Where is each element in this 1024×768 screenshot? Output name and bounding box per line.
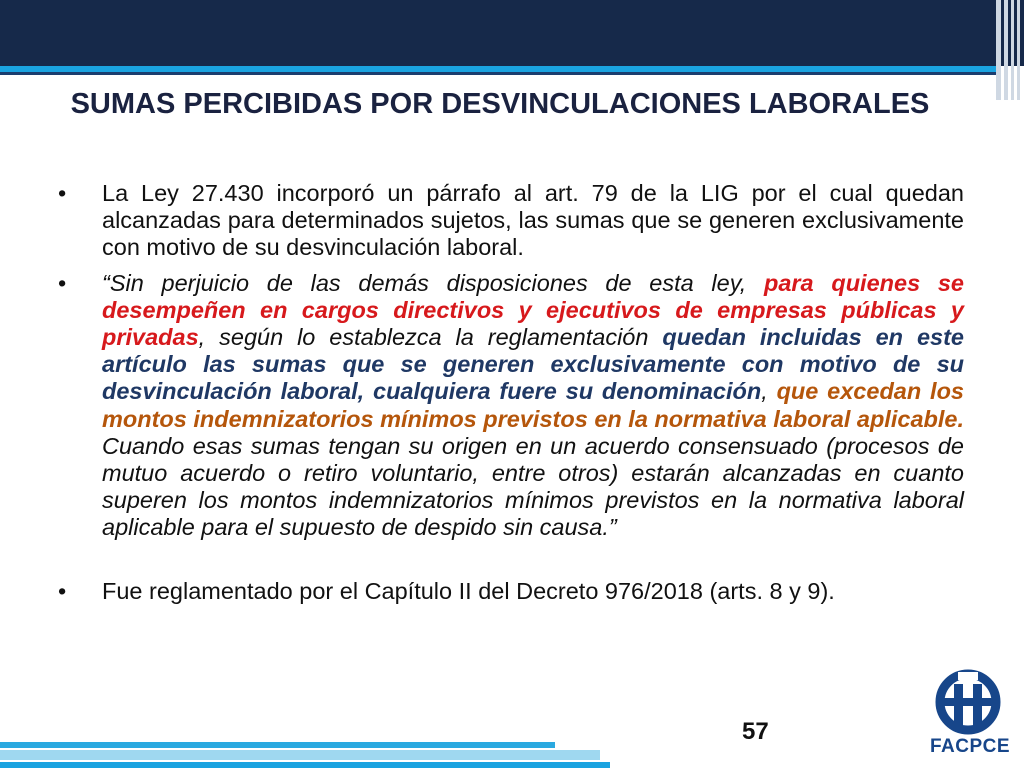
bullet-dot: • bbox=[58, 180, 67, 206]
page-number: 57 bbox=[742, 718, 769, 745]
bullet-dot: • bbox=[58, 269, 67, 296]
bullet-item bbox=[58, 578, 964, 605]
quote-part-5: , bbox=[761, 378, 777, 405]
header-dark-strip bbox=[0, 72, 1000, 75]
bullet-list bbox=[58, 180, 964, 605]
bullet-item-quote bbox=[58, 270, 964, 542]
quote-part-4: quedan incluidas en este artículo las sumas que se generen exclusivamente con motivo de su desvinculación laboral, cualquiera fuere su denominación bbox=[102, 324, 964, 405]
bullet-item bbox=[58, 180, 964, 262]
slide-title: SUMAS PERCIBIDAS POR DESVINCULACIONES LABORALES bbox=[70, 88, 930, 120]
quote-part-3: , según lo establezca la reglamentación bbox=[198, 324, 663, 351]
quote-part-2: para quienes se desempeñen en cargos directivos y ejecutivos de empresas públicas y privadas bbox=[102, 269, 965, 351]
bullet-text: La Ley 27.430 incorporó un párrafo al art. 79 de la LIG por el cual quedan alcanzadas para determinados sujetos, las sumas que se generen exclusivamente con motivo de su desvinculación laboral. bbox=[102, 180, 964, 261]
quote-part-7: Cuando esas sumas tengan su origen en un acuerdo consensuado (procesos de mutuo acuerdo o retiro voluntario, entre otros) estarán alcanzadas en cuanto superen los montos indemnizatorios mínimos previstos en la normativa laboral aplicable para el supuesto de despido sin causa.” bbox=[102, 432, 964, 541]
header-band bbox=[0, 0, 1024, 66]
bullet-dot: • bbox=[58, 577, 67, 604]
logo-text: FACPCE bbox=[929, 736, 1011, 757]
bullet-text: Fue reglamentado por el Capítulo II del Decreto 976/2018 (arts. 8 y 9). bbox=[102, 577, 835, 604]
footer-decoration bbox=[0, 742, 610, 768]
quote-part-1: “Sin perjuicio de las demás disposiciones de esta ley, bbox=[102, 269, 764, 296]
quote-part-6: que excedan los montos indemnizatorios mínimos previstos en la normativa laboral aplicable. bbox=[102, 378, 964, 432]
corner-decoration bbox=[994, 0, 1024, 100]
